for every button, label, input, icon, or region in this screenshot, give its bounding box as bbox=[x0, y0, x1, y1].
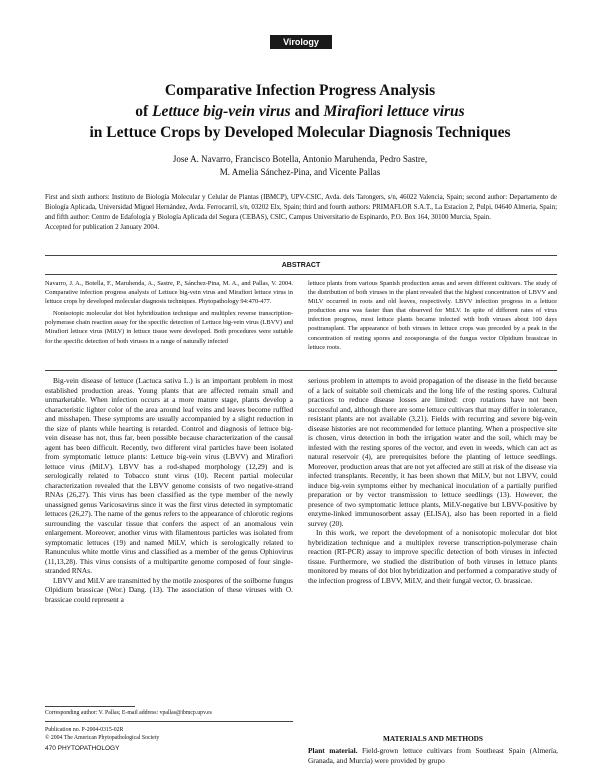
title-line-2: of Lettuce big-vein virus and Mirafiori lettuce virus bbox=[135, 103, 465, 120]
copyright: © 2004 The American Phytopathological Society bbox=[45, 735, 160, 741]
abstract-left-column bbox=[45, 279, 293, 346]
body-right-column bbox=[308, 376, 557, 585]
methods-heading: MATERIALS AND METHODS bbox=[382, 734, 483, 743]
abstract-top-rule bbox=[45, 255, 557, 256]
footnote-bottom-rule bbox=[45, 721, 293, 722]
author-list: Jose A. Navarro, Francisco Botella, Antonio Maruhenda, Pedro Sastre, M. Amelia Sánchez-Pina, and Vicente Pallas bbox=[172, 154, 428, 177]
publication-number: Publication no. P-2004-0315-02R bbox=[45, 727, 124, 733]
corresponding-author: Corresponding author: V. Pallas; E-mail address: vpallas@ibmcp.upv.es bbox=[45, 710, 212, 716]
abstract-text-left: Nonisotopic molecular dot blot hybridization technique and multiplex reverse transcription-polymerase chain reaction assay for the specific detection of Lettuce big-vein virus (LBVV) and Mirafiori lettuce virus (MiLV) in lettuce tissue were developed. Both procedures were suitable for the specific detection of both viruses in a range of naturally infected bbox=[45, 310, 293, 345]
abstract-bottom-rule bbox=[45, 370, 557, 371]
abstract-citation: Navarro, J. A., Botella, F., Maruhenda, A., Sastre, P., Sánchez-Pina, M. A., and Pallas, V. 2004. Comparative infection progress analysis of Lettuce big-vein virus and Mirafiori lettuce virus in lettuce crops by developed molecular diagnosis techniques. Phytopathology 94:470-477. bbox=[45, 280, 293, 306]
footnote-rule bbox=[45, 706, 135, 707]
running-footer: 470 PHYTOPATHOLOGY bbox=[45, 745, 120, 752]
article-title bbox=[50, 80, 550, 143]
accepted-date: Accepted for publication 2 January 2004. bbox=[45, 224, 160, 231]
title-line-3: in Lettuce Crops by Developed Molecular Diagnosis Techniques bbox=[89, 124, 511, 141]
intro-paragraph-1: Big-vein disease of lettuce (Lactuca sativa L.) is an important problem in most established production areas. Young plants that are affected remain small and unmarketable. When infection occurs at a more mature stage, plants develop a characteristic lighter color of the area around leaf veins and leaves become ruffled and misshapen. These symptoms are usually accompanied by a slight reduction in the size of plants while hearting is retarded. Control and diagnosis of lettuce big-vein disease has not, thus far, been possible because characterization of the causal agent has been difficult. Recently, two different viral particles have been isolated from symptomatic lettuce plants: Lettuce big-vein virus (LBVV) and Mirafiori lettuce virus (MiLV). LBVV has a rod-shaped morphology (12,29) and is serologically related to Tobacco stunt virus (10). Recent partial molecular characterization revealed that the LBVV genome consists of two negative-strand RNAs (26,27). This virus has been classified as the type member of the newly unassigned genus Varicosavirus since it was the first virus detected in symptomatic lettuces (26,27). The name of the genus refers to the appearance of chlorotic regions surrounding the vascular tissue that confers the aspect of an anomalous vein enlargement. Moreover, another virus with filamentous particles was isolated from symptomatic lettuces (19) and named MiLV, which is serologically related to Ranunculus white mottle virus and classified as a member of the genus Ophiovirus (11,13,28). This virus consists of a multipartite genome composed of four single-stranded RNAs. bbox=[45, 376, 293, 575]
abstract-heading: ABSTRACT bbox=[281, 262, 321, 269]
section-label: Virology bbox=[270, 35, 332, 49]
abstract-right-column bbox=[308, 279, 557, 352]
abstract-text-right: lettuce plants from various Spanish production areas and seven different cultivars. The study of the distribution of both viruses in the plant revealed that the highest concentration of LBVV and MiLV occurred in roots and old leaves, respectively. LBVV infection progress in a lettuce production area was faster than that observed for MiLV. In spite of different rates of virus infection progress, most lettuce plants became infected with both viruses about 100 days posttransplant. The appearance of both viruses in lettuce crops was preceded by a peak in the concentration of resting spores and zoosporangia of the fungus vector Olpidium brassicae in lettuce roots. bbox=[308, 280, 557, 351]
intro-paragraph-4: In this work, we report the development of a nonisotopic molecular dot blot hybridization technique and a multiplex reverse transcription-polymerase chain reaction (RT-PCR) assay to improve specific detection of both viruses in infected tissue. Furthermore, we studied the distribution of both viruses in lettuce plants monitored by means of dot blot hybridization and performed a comparative study of the infection progress of LBVV, MiLV, and their fungal vector, O. brassicae. bbox=[308, 528, 557, 585]
affiliations: First and sixth authors: Instituto de Biología Molecular y Celular de Plantas (IBMCP), UPV-CSIC, Avda. dels Tarongers, s/n, 46022 Valencia, Spain; second author: Departamento de Biología Aplicada, Universidad Miguel Hernández, Avda. Ferrocarril, s/n, 03202 Elx, Spain; third and fourth authors: PRIMAFLOR S.A.T., La Estacion 2, Pulpi, 04640 Almeria, Spain; and fifth author: Centro de Edafología y Biología Aplicada del Segura (CEBAS), CSIC, Campus Universitario de Espinardo, P.O. Box 164, 30100 Murcia, Spain. Accepted for publication 2 January 2004. bbox=[45, 194, 557, 231]
title-line-1: Comparative Infection Progress Analysis bbox=[164, 82, 436, 99]
abstract-heading-rule bbox=[45, 274, 557, 275]
intro-paragraph-3: serious problem in attempts to avoid propagation of the disease in the field because of a lack of suitable soil chemicals and the long life of the resting spores. Cultural practices to reduce disease losses are limited: crop rotations have not been successful and, although there are some lettuce cultivars that may differ in tolerance, resistant plants are not available (3,21). Fields with recurring and severe big-vein disease histories are not recommended for lettuce planting. When a prospective site is chosen, virus detection in both the irrigation water and the soil, which may be infested with the resting spores of the vector, and even in weeds, which can act as natural reservoir (4), are prerequisites before the planting of lettuce seedlings. Moreover, production areas that are not yet affected are still at risk of the disease via infected transplants. Recently, it has been shown that MiLV, but not LBVV, could induce big-vein symptoms either by mechanical inoculation of a partially purified preparation or by vector transmission to lettuce seedlings (13). However, the presence of two symptomatic lettuce plants, MiLV-negative but LBVV-positive by enzyme-linked immunosorbent assay (ELISA), also has been reported in a field survey (20). bbox=[308, 376, 557, 528]
intro-paragraph-2: LBVV and MiLV are transmitted by the motile zoospores of the soilborne fungus Olpidium brassicae (Wor.) Dang. (13). The association of these viruses with O. brassicae could represent a bbox=[45, 575, 293, 604]
body-left-column bbox=[45, 376, 293, 604]
plant-material-paragraph: Plant material. Field-grown lettuce cultivars from Southeast Spain (Almería, Granada, and Murcia) were provided by grupo bbox=[308, 746, 559, 765]
